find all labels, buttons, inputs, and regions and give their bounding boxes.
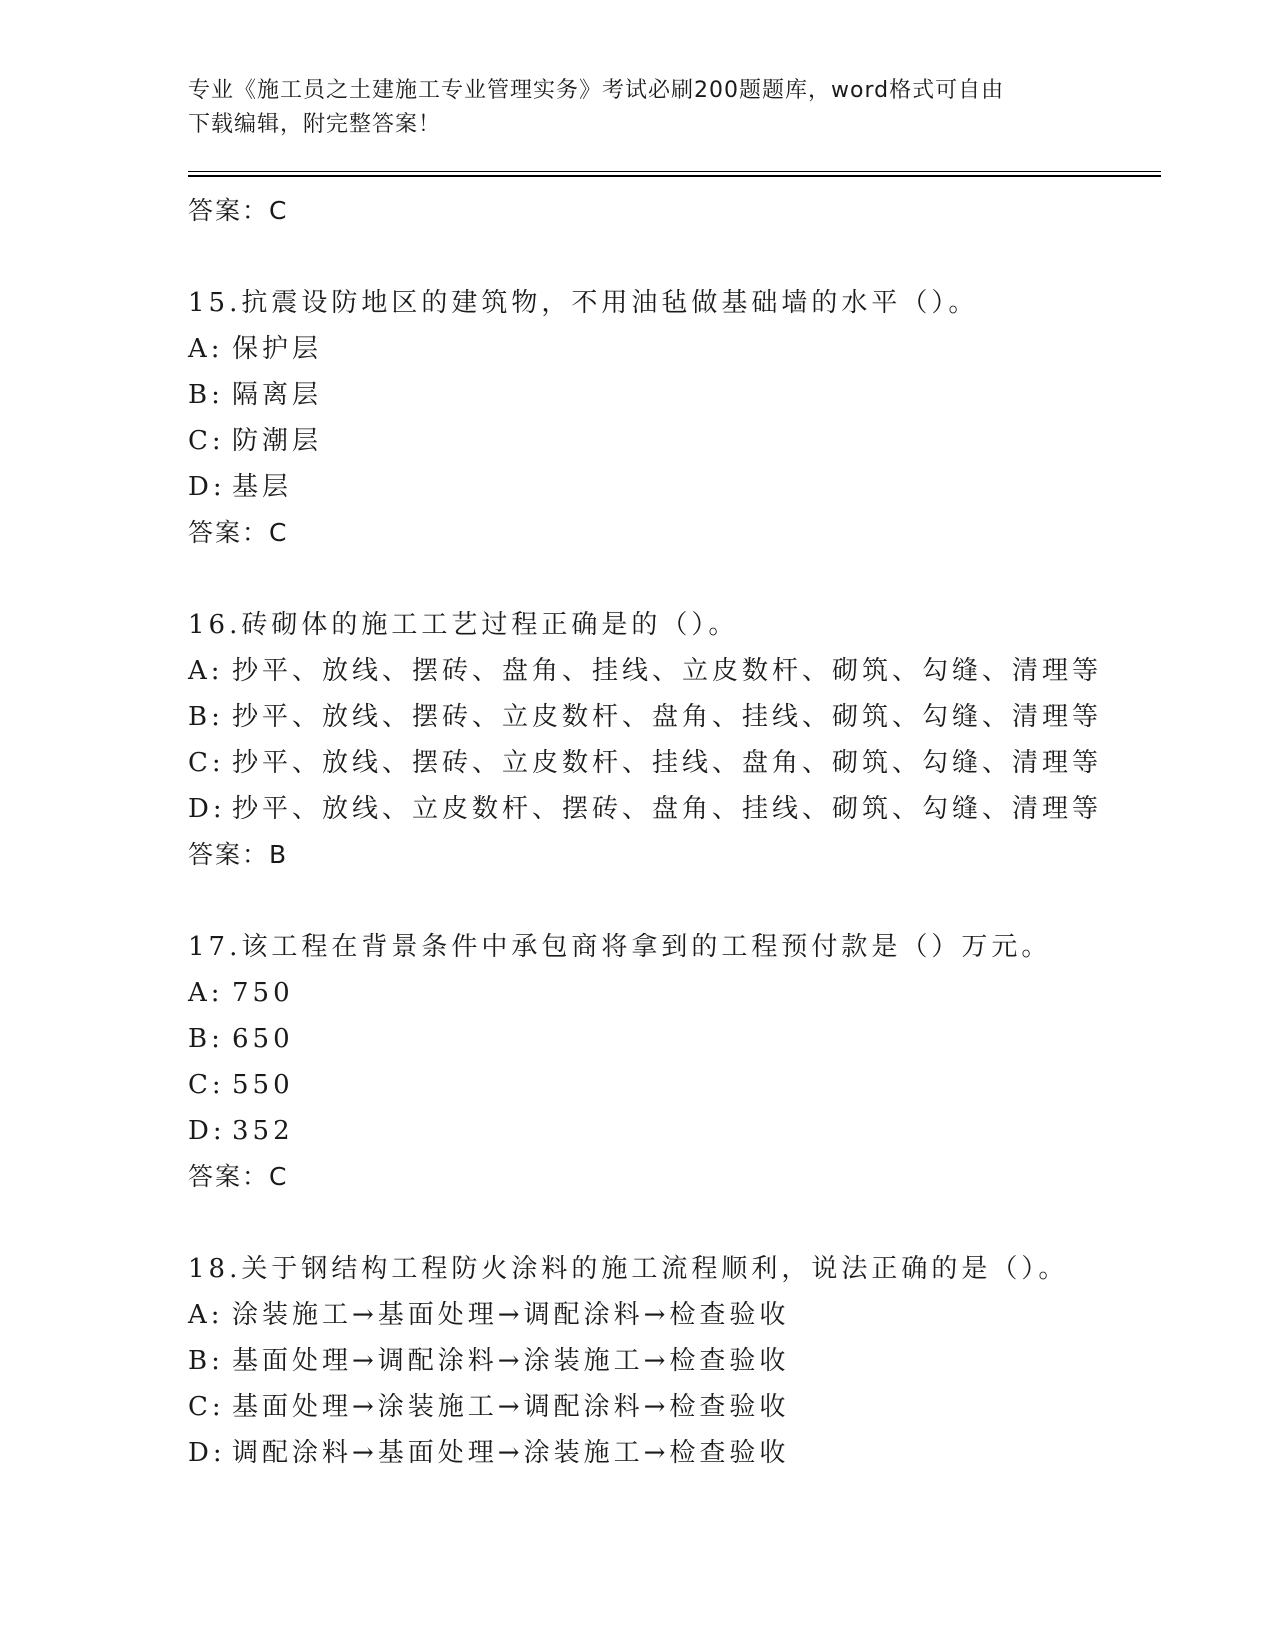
header-divider-thick [188, 175, 1161, 177]
answer: 答案：C [188, 518, 289, 547]
option-c [188, 418, 1148, 464]
option-d [188, 786, 1148, 832]
option-text: 抄平、放线、摆砖、立皮数杆、挂线、盘角、砌筑、勾缝、清理等 [232, 748, 1103, 778]
option-text: 抄平、放线、摆砖、盘角、挂线、立皮数杆、砌筑、勾缝、清理等 [232, 656, 1103, 686]
question-text: 17.该工程在背景条件中承包商将拿到的工程预付款是（）万元。 [188, 932, 1052, 962]
option-text: 650 [232, 1024, 294, 1054]
option-key: B: [188, 1346, 224, 1376]
question-text: 15.抗震设防地区的建筑物，不用油毡做基础墙的水平（）。 [188, 288, 979, 318]
option-key: C: [188, 1392, 225, 1422]
option-a [188, 1292, 1148, 1338]
option-key: D: [188, 1116, 226, 1146]
option-text: 防潮层 [232, 426, 323, 456]
question-list [188, 188, 1148, 1476]
option-d [188, 1430, 1148, 1476]
option-text: 352 [232, 1116, 294, 1146]
document-header [188, 74, 1068, 142]
option-text: 抄平、放线、立皮数杆、摆砖、盘角、挂线、砌筑、勾缝、清理等 [232, 794, 1103, 824]
question-15 [188, 280, 1148, 556]
option-b [188, 372, 1148, 418]
option-key: A: [188, 334, 224, 364]
header-line-1: 专业《施工员之土建施工专业管理实务》考试必刷200题题库，word格式可自由 [188, 78, 1005, 103]
answer: 答案：B [188, 840, 289, 869]
option-key: B: [188, 1024, 224, 1054]
option-text: 基面处理→调配涂料→涂装施工→检查验收 [232, 1346, 790, 1376]
option-text: 550 [232, 1070, 294, 1100]
option-key: A: [188, 1300, 224, 1330]
option-key: A: [188, 978, 224, 1008]
option-c [188, 740, 1148, 786]
option-key: B: [188, 702, 224, 732]
option-text: 保护层 [232, 334, 323, 364]
question-text: 18.关于钢结构工程防火涂料的施工流程顺利，说法正确的是（）。 [188, 1254, 1069, 1284]
question-17 [188, 924, 1148, 1200]
option-d [188, 464, 1148, 510]
option-text: 基面处理→涂装施工→调配涂料→检查验收 [232, 1392, 790, 1422]
option-text: 750 [232, 978, 294, 1008]
option-key: B: [188, 380, 224, 410]
option-c [188, 1384, 1148, 1430]
previous-answer: 答案：C [188, 196, 289, 225]
option-b [188, 1338, 1148, 1384]
question-18 [188, 1246, 1148, 1476]
option-key: C: [188, 426, 225, 456]
option-c [188, 1062, 1148, 1108]
answer: 答案：C [188, 1162, 289, 1191]
option-key: C: [188, 1070, 225, 1100]
question-text: 16.砖砌体的施工工艺过程正确是的（）。 [188, 610, 739, 640]
option-a [188, 326, 1148, 372]
option-a [188, 648, 1148, 694]
option-b [188, 1016, 1148, 1062]
option-text: 涂装施工→基面处理→调配涂料→检查验收 [232, 1300, 790, 1330]
option-key: A: [188, 656, 224, 686]
option-key: D: [188, 472, 226, 502]
option-key: C: [188, 748, 225, 778]
option-text: 基层 [232, 472, 293, 502]
option-key: D: [188, 794, 226, 824]
header-divider-thin [188, 171, 1161, 172]
header-line-2: 下载编辑，附完整答案！ [188, 112, 442, 137]
option-text: 隔离层 [232, 380, 323, 410]
option-text: 抄平、放线、摆砖、立皮数杆、盘角、挂线、砌筑、勾缝、清理等 [232, 702, 1103, 732]
question-16 [188, 602, 1148, 878]
option-key: D: [188, 1438, 226, 1468]
option-b [188, 694, 1148, 740]
option-text: 调配涂料→基面处理→涂装施工→检查验收 [232, 1438, 790, 1468]
option-d [188, 1108, 1148, 1154]
option-a [188, 970, 1148, 1016]
